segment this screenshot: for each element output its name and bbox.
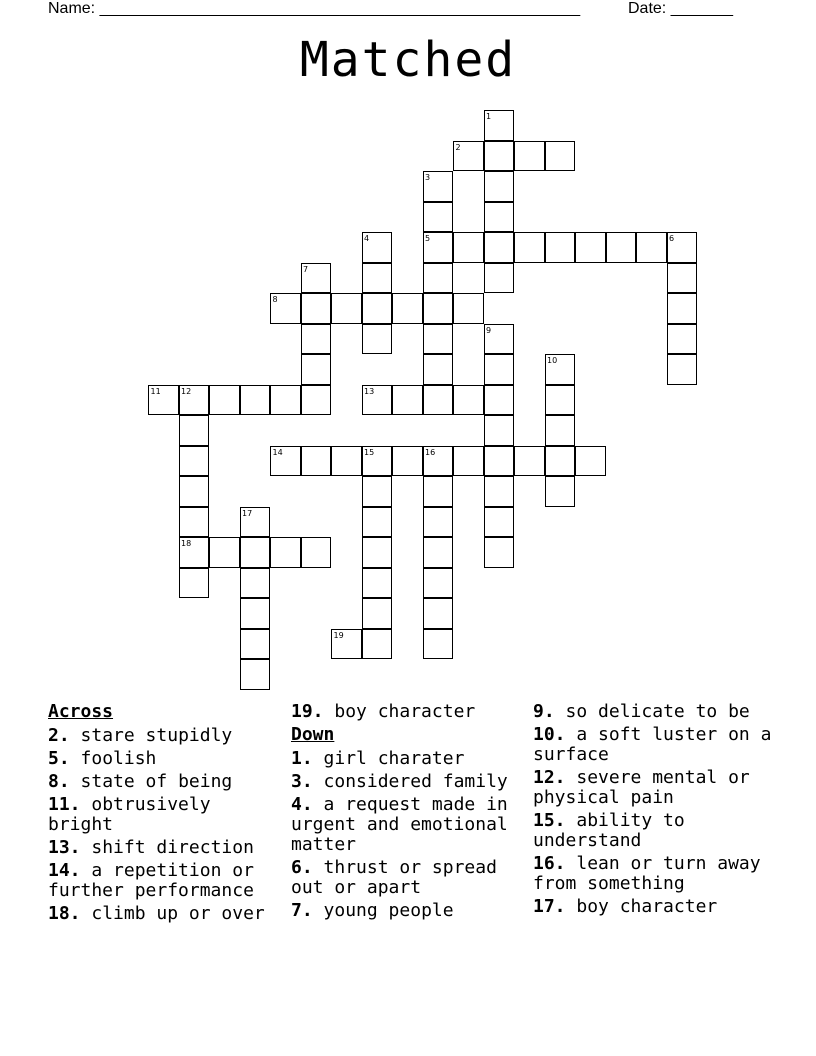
clue-number-label: 3 bbox=[425, 173, 431, 182]
grid-cell[interactable] bbox=[575, 446, 606, 477]
grid-cell[interactable] bbox=[301, 446, 332, 477]
clue-number-label: 8 bbox=[272, 295, 278, 304]
grid-cell[interactable] bbox=[484, 171, 515, 202]
grid-cell[interactable] bbox=[545, 385, 576, 416]
grid-cell[interactable] bbox=[423, 568, 454, 599]
grid-cell[interactable] bbox=[423, 202, 454, 233]
grid-cell[interactable] bbox=[453, 385, 484, 416]
grid-cell[interactable] bbox=[301, 354, 332, 385]
grid-cell[interactable] bbox=[301, 385, 332, 416]
grid-cell[interactable] bbox=[484, 232, 515, 263]
grid-cell[interactable] bbox=[209, 537, 240, 568]
clue-number-label: 12 bbox=[181, 386, 192, 396]
grid-cell[interactable] bbox=[514, 232, 545, 263]
grid-cell[interactable] bbox=[331, 446, 362, 477]
grid-cell[interactable] bbox=[423, 293, 454, 324]
grid-cell[interactable] bbox=[545, 232, 576, 263]
grid-cell[interactable] bbox=[667, 324, 698, 355]
grid-cell[interactable] bbox=[179, 476, 210, 507]
grid-cell[interactable] bbox=[423, 263, 454, 294]
grid-cell[interactable] bbox=[484, 202, 515, 233]
grid-cell[interactable] bbox=[606, 232, 637, 263]
down-heading: Down bbox=[291, 724, 335, 745]
grid-cell[interactable] bbox=[484, 537, 515, 568]
grid-cell[interactable] bbox=[362, 507, 393, 538]
grid-cell[interactable] bbox=[484, 446, 515, 477]
grid-cell[interactable] bbox=[362, 598, 393, 629]
grid-cell[interactable] bbox=[514, 446, 545, 477]
grid-cell[interactable] bbox=[423, 537, 454, 568]
grid-cell[interactable] bbox=[423, 354, 454, 385]
clue-across-19: 19. boy character bbox=[291, 701, 476, 722]
clue-number-label: 17 bbox=[242, 508, 253, 518]
clue-down-1: 1. girl charater bbox=[291, 748, 465, 769]
clue-number-label: 7 bbox=[303, 264, 309, 274]
clue-number-label: 19 bbox=[333, 630, 344, 640]
grid-cell[interactable] bbox=[484, 141, 515, 172]
clues-column-1 bbox=[48, 702, 284, 927]
clue-down-7: 7. young people bbox=[291, 900, 454, 921]
grid-cell[interactable] bbox=[270, 537, 301, 568]
clue-down-10: 10. a soft luster on a surface bbox=[533, 724, 772, 765]
grid-cell[interactable] bbox=[484, 507, 515, 538]
grid-cell[interactable] bbox=[209, 385, 240, 416]
clue-across-18: 18. climb up or over bbox=[48, 903, 265, 924]
clue-number-label: 9 bbox=[486, 325, 492, 335]
clue-down-15: 15. ability to understand bbox=[533, 810, 685, 851]
clue-down-4: 4. a request made in urgent and emotional matter bbox=[291, 794, 508, 855]
grid-cell[interactable] bbox=[179, 446, 210, 477]
grid-cell[interactable] bbox=[545, 476, 576, 507]
clue-number-label: 10 bbox=[547, 356, 558, 365]
grid-cell[interactable] bbox=[362, 568, 393, 599]
clues-column-3 bbox=[533, 702, 773, 920]
clue-number-label: 14 bbox=[272, 447, 283, 457]
grid-cell[interactable] bbox=[484, 476, 515, 507]
grid-cell[interactable] bbox=[179, 507, 210, 538]
grid-cell[interactable] bbox=[514, 141, 545, 172]
clue-number-label: 15 bbox=[364, 447, 375, 457]
clue-down-9: 9. so delicate to be bbox=[533, 701, 750, 722]
grid-cell[interactable] bbox=[301, 324, 332, 355]
grid-cell[interactable] bbox=[484, 415, 515, 446]
clue-across-14: 14. a repetition or further performance bbox=[48, 860, 254, 901]
grid-cell[interactable] bbox=[667, 263, 698, 294]
grid-cell[interactable] bbox=[453, 446, 484, 477]
clue-number-label: 5 bbox=[425, 234, 431, 243]
grid-cell[interactable] bbox=[423, 476, 454, 507]
grid-cell[interactable] bbox=[423, 507, 454, 538]
grid-cell[interactable] bbox=[392, 446, 423, 477]
clue-across-13: 13. shift direction bbox=[48, 837, 254, 858]
page-title: Matched bbox=[299, 32, 517, 88]
clue-number-label: 18 bbox=[181, 539, 192, 548]
date-line: Date: _______ bbox=[628, 0, 733, 17]
clue-number-label: 2 bbox=[455, 142, 461, 152]
grid-cell[interactable] bbox=[636, 232, 667, 263]
grid-cell[interactable] bbox=[301, 537, 332, 568]
grid-cell[interactable] bbox=[423, 629, 454, 660]
grid-cell[interactable] bbox=[362, 629, 393, 660]
clue-across-2: 2. stare stupidly bbox=[48, 725, 233, 746]
grid-cell[interactable] bbox=[240, 537, 271, 568]
grid-cell[interactable] bbox=[301, 293, 332, 324]
grid-cell[interactable] bbox=[453, 293, 484, 324]
clue-number-label: 4 bbox=[364, 234, 370, 243]
grid-cell[interactable] bbox=[270, 385, 301, 416]
grid-cell[interactable] bbox=[240, 659, 271, 690]
clue-across-8: 8. state of being bbox=[48, 771, 233, 792]
clue-number-label: 6 bbox=[669, 234, 675, 243]
grid-cell[interactable] bbox=[392, 385, 423, 416]
clue-number-label: 13 bbox=[364, 386, 375, 396]
grid-cell[interactable] bbox=[545, 141, 576, 172]
grid-cell[interactable] bbox=[179, 415, 210, 446]
grid-cell[interactable] bbox=[362, 476, 393, 507]
name-line: Name: ______________________________________________________ bbox=[48, 0, 581, 17]
clue-number-label: 16 bbox=[425, 447, 436, 457]
grid-cell[interactable] bbox=[179, 568, 210, 599]
grid-cell[interactable] bbox=[362, 324, 393, 355]
grid-cell[interactable] bbox=[240, 629, 271, 660]
grid-cell[interactable] bbox=[667, 354, 698, 385]
grid-cell[interactable] bbox=[484, 263, 515, 294]
grid-cell[interactable] bbox=[362, 293, 393, 324]
grid-cell[interactable] bbox=[484, 385, 515, 416]
clue-down-3: 3. considered family bbox=[291, 771, 508, 792]
grid-cell[interactable] bbox=[392, 293, 423, 324]
clue-down-6: 6. thrust or spread out or apart bbox=[291, 857, 497, 898]
clue-down-16: 16. lean or turn away from something bbox=[533, 853, 761, 894]
grid-cell[interactable] bbox=[545, 446, 576, 477]
clues-column-2 bbox=[291, 702, 527, 924]
grid-cell[interactable] bbox=[667, 293, 698, 324]
clue-across-5: 5. foolish bbox=[48, 748, 157, 769]
across-heading: Across bbox=[48, 701, 114, 722]
grid-cell[interactable] bbox=[240, 385, 271, 416]
grid-cell[interactable] bbox=[362, 537, 393, 568]
clue-across-11: 11. obtrusively bright bbox=[48, 794, 211, 835]
clue-down-17: 17. boy character bbox=[533, 896, 718, 917]
grid-cell[interactable] bbox=[575, 232, 606, 263]
grid-cell[interactable] bbox=[484, 354, 515, 385]
grid-cell[interactable] bbox=[331, 293, 362, 324]
grid-cell[interactable] bbox=[453, 232, 484, 263]
grid-cell[interactable] bbox=[240, 568, 271, 599]
clue-down-12: 12. severe mental or physical pain bbox=[533, 767, 750, 808]
grid-cell[interactable] bbox=[545, 415, 576, 446]
grid-cell[interactable] bbox=[423, 598, 454, 629]
grid-cell[interactable] bbox=[423, 324, 454, 355]
clue-number-label: 11 bbox=[150, 386, 161, 396]
grid-cell[interactable] bbox=[423, 385, 454, 416]
grid-cell[interactable] bbox=[240, 598, 271, 629]
grid-cell[interactable] bbox=[362, 263, 393, 294]
clue-number-label: 1 bbox=[486, 112, 492, 121]
